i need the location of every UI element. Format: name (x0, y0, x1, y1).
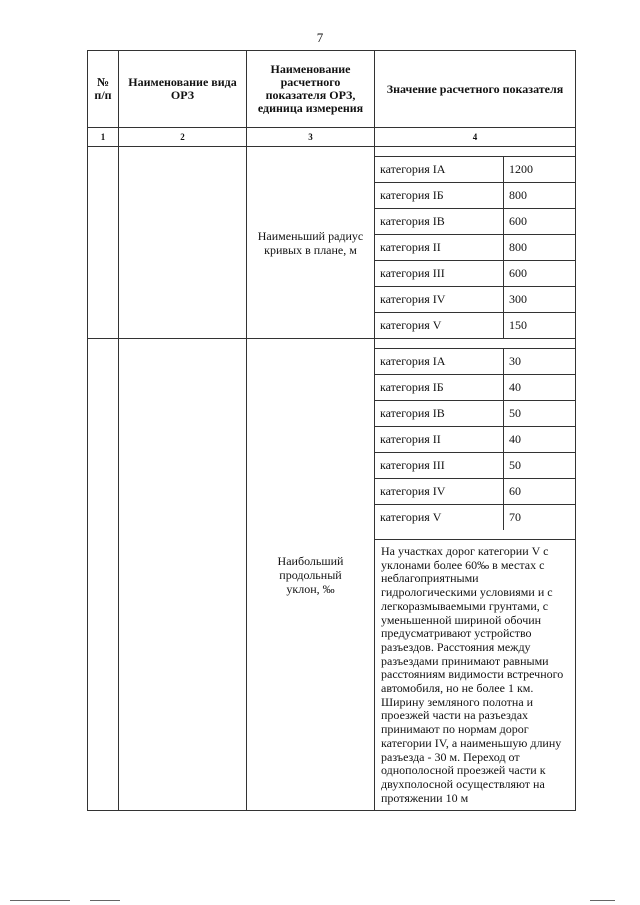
scan-edge-mark (590, 900, 615, 901)
category-value: 40 (504, 427, 576, 453)
category-label: категория V (375, 505, 504, 531)
cell-num (88, 339, 119, 811)
category-value: 800 (504, 235, 576, 261)
category-value: 600 (504, 261, 576, 287)
column-number: 2 (119, 128, 247, 147)
header-indicator: Наименование расчетного показателя ОРЗ, единица измерения (247, 51, 375, 128)
category-label: категория IV (375, 479, 504, 505)
category-label: категория II (375, 235, 504, 261)
cell-ors-type (119, 147, 247, 339)
table-row (88, 147, 576, 339)
values-subtable (375, 348, 575, 530)
indicator-table (87, 50, 576, 811)
header-num: № п/п (88, 51, 119, 128)
category-label: категория III (375, 453, 504, 479)
value-row (375, 427, 575, 453)
category-label: категория II (375, 427, 504, 453)
header-value: Значение расчетного показателя (375, 51, 576, 128)
cell-indicator: Наибольший продольный уклон, ‰ (247, 339, 375, 811)
category-value: 600 (504, 209, 576, 235)
table-row (88, 339, 576, 811)
value-row (375, 453, 575, 479)
category-value: 50 (504, 453, 576, 479)
value-row (375, 209, 575, 235)
value-row (375, 157, 575, 183)
category-label: категория III (375, 261, 504, 287)
value-row (375, 479, 575, 505)
category-value: 150 (509, 318, 527, 332)
table-header-row (88, 51, 576, 128)
category-label: категория IБ (375, 375, 504, 401)
value-row (375, 349, 575, 375)
category-label: категория IA (375, 157, 504, 183)
page-number: 7 (316, 30, 324, 45)
category-value: 1200 (504, 157, 576, 183)
cell-num (88, 147, 119, 339)
cell-values (375, 339, 576, 811)
scan-edge-mark (90, 900, 120, 901)
scan-edge-mark (10, 900, 70, 901)
value-row (375, 235, 575, 261)
value-row (375, 287, 575, 313)
category-value: 60 (504, 479, 576, 505)
cell-ors-type (119, 339, 247, 811)
value-row (375, 505, 575, 531)
category-value: 70 (509, 510, 521, 524)
category-label: категория V (375, 313, 504, 339)
column-number: 3 (247, 128, 375, 147)
category-value: 40 (504, 375, 576, 401)
values-subtable (375, 156, 575, 338)
category-label: категория IV (375, 287, 504, 313)
column-number-row (88, 128, 576, 147)
value-row (375, 183, 575, 209)
value-row (375, 261, 575, 287)
category-value: 50 (504, 401, 576, 427)
category-value: 30 (504, 349, 576, 375)
value-row (375, 401, 575, 427)
category-value: 300 (504, 287, 576, 313)
note-text: На участках дорог категории V с уклонами более 60‰ в местах с неблагоприятными гидрологическими условиями и с легкоразмываемыми грунтами, с уменьшенной шириной обочин предусматривают устройство разъездов. Расстояния между разъездами принимают равными расстояниям видимости встречного автомобиля, но не более 1 км. Ширину земляного полотна и проезжей части на разъездах принимают по нормам дорог категории IV, а наименьшую длину разъезда - 30 м. Переход от однополосной проезжей части к двухполосной осуществляют на протяжении 10 м (375, 539, 575, 810)
category-label: категория IA (375, 349, 504, 375)
column-number: 4 (375, 128, 576, 147)
value-row (375, 313, 575, 339)
category-label: категория IВ (375, 401, 504, 427)
cell-values (375, 147, 576, 339)
category-value: 800 (504, 183, 576, 209)
header-ors-type: Наименование вида ОРЗ (119, 51, 247, 128)
cell-indicator: Наименьший радиус кривых в плане, м (247, 147, 375, 339)
category-label: категория IБ (375, 183, 504, 209)
column-number: 1 (88, 128, 119, 147)
category-label: категория IВ (375, 209, 504, 235)
value-row (375, 375, 575, 401)
